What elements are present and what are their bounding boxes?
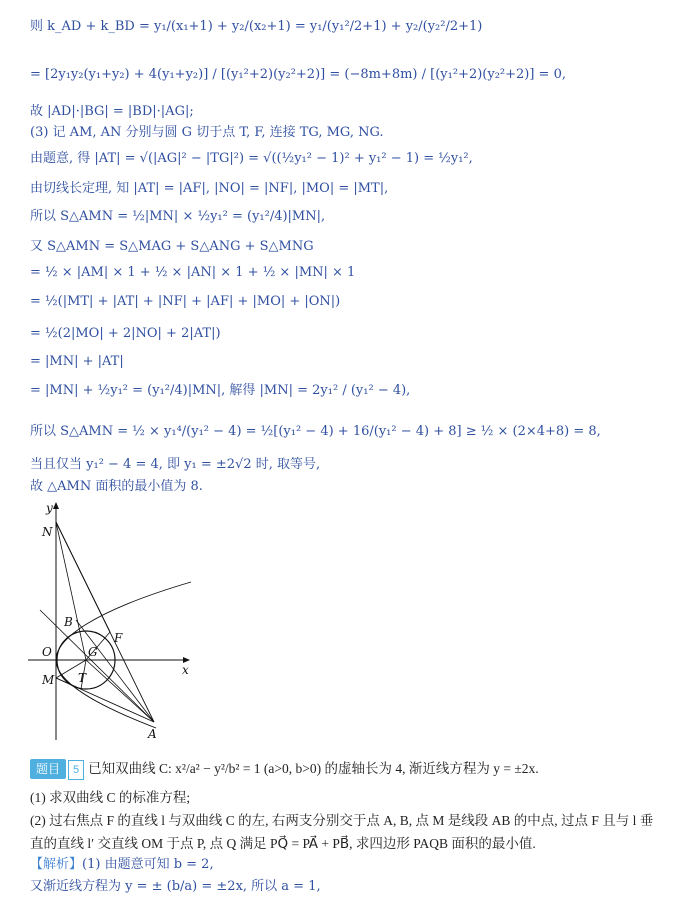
answer-line-2: 又渐近线方程为 y = ± (b/a) = ±2x, 所以 a = 1, [30, 879, 321, 894]
solution-line-9: = ½ × |AM| × 1 + ½ × |AN| × 1 + ½ × |MN| × 1 [30, 265, 356, 280]
solution-line-10: = ½(|MT| + |AT| + |NF| + |AF| + |MO| + |ON|) [30, 294, 341, 309]
problem-statement: 已知双曲线 C: x²/a² − y²/b² = 1 (a>0, b>0) 的虚轴长为 4, 渐近线方程为 y = ±2x. [88, 761, 539, 776]
solution-line-8: 又 S△AMN = S△MAG + S△ANG + S△MNG [30, 239, 314, 254]
solution-line-14: 所以 S△AMN = ½ × y₁⁴/(y₁² − 4) = ½[(y₁² − 4) + 16/(y₁² − 4) + 8] ≥ ½ × (2×4+8) = 8, [30, 424, 601, 439]
label-x: x [182, 663, 189, 677]
label-T: T [78, 671, 87, 685]
solution-line-6: 由切线长定理, 知 |AT| = |AF|, |NO| = |NF|, |MO| = |MT|, [30, 181, 389, 196]
answer-label: 【解析】 [30, 857, 83, 872]
problem-number: 5 [68, 760, 84, 780]
label-G: G [88, 645, 98, 659]
label-y: y [46, 501, 53, 515]
solution-line-11: = ½(2|MO| + 2|NO| + 2|AT|) [30, 326, 221, 341]
solution-line-4: (3) 记 AM, AN 分别与圆 G 切于点 T, F, 连接 TG, MG, NG. [30, 125, 384, 140]
solution-line-16: 故 △AMN 面积的最小值为 8. [30, 479, 203, 494]
geometry-figure [26, 500, 196, 745]
label-M: M [42, 673, 55, 687]
problem-tag: 题目 [30, 759, 66, 779]
answer-line-1 [30, 856, 214, 874]
solution-line-5: 由题意, 得 |AT| = √(|AG|² − |TG|²) = √((½y₁² − 1)² + y₁² − 1) = ½y₁², [30, 151, 473, 166]
label-F: F [114, 631, 123, 645]
solution-line-15: 当且仅当 y₁² − 4 = 4, 即 y₁ = ±2√2 时, 取等号, [30, 457, 321, 472]
label-O: O [42, 645, 52, 659]
solution-line-3: 故 |AD|·|BG| = |BD|·|AG|; [30, 104, 194, 119]
solution-line-2: = [2y₁y₂(y₁+y₂) + 4(y₁+y₂)] / [(y₁²+2)(y₂²+2)] = (−8m+8m) / [(y₁²+2)(y₂²+2)] = 0, [30, 67, 566, 82]
label-N: N [42, 525, 53, 539]
problem-part-2-line-2: 直的直线 l′ 交直线 OM 于点 P, 点 Q 满足 PQ⃗ = PA⃗ + PB⃗, 求四边形 PAQB 面积的最小值. [30, 836, 536, 851]
solution-line-7: 所以 S△AMN = ½|MN| × ½y₁² = (y₁²/4)|MN|, [30, 209, 326, 224]
problem-statement-line [30, 759, 539, 780]
solution-line-13: = |MN| + ½y₁² = (y₁²/4)|MN|, 解得 |MN| = 2y₁² / (y₁² − 4), [30, 383, 411, 398]
label-A: A [148, 727, 157, 741]
answer-text-1: (1) 由题意可知 b = 2, [82, 857, 214, 872]
solution-line-12: = |MN| + |AT| [30, 354, 124, 369]
problem-part-2-line-1: (2) 过右焦点 F 的直线 l 与双曲线 C 的左, 右两支分别交于点 A, B, 点 M 是线段 AB 的中点, 过点 F 且与 l 垂 [30, 813, 654, 828]
label-B: B [64, 615, 73, 629]
solution-line-1: 则 k_AD + k_BD = y₁/(x₁+1) + y₂/(x₂+1) = y₁/(y₁²/2+1) + y₂/(y₂²/2+1) [30, 19, 483, 34]
problem-part-1: (1) 求双曲线 C 的标准方程; [30, 790, 191, 805]
